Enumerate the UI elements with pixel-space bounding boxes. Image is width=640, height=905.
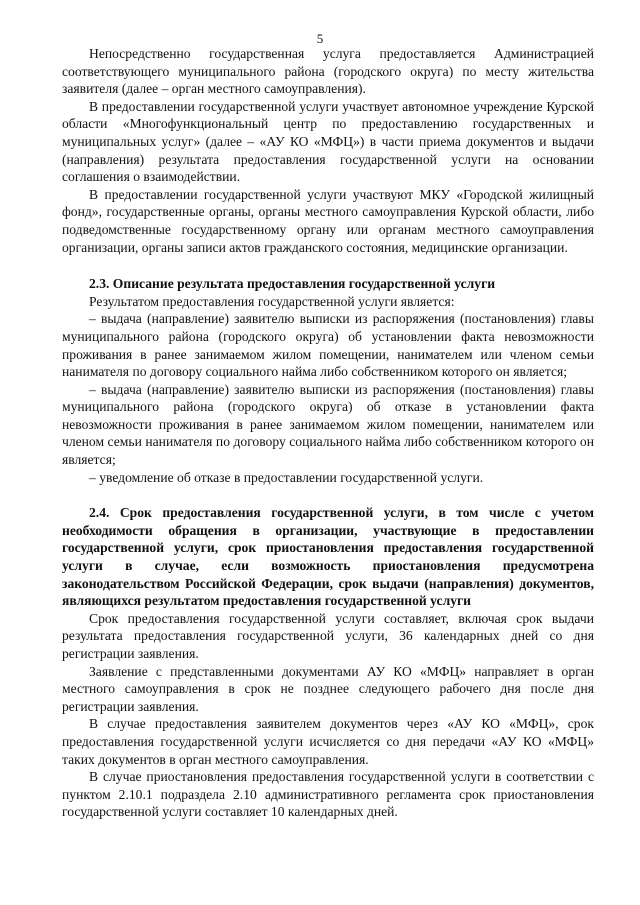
paragraph-suspension-term: В случае приостановления предоставления государственной услуги в соответствии с пунктом 2.10.1 подраздела 2.10 административного регламента срок приостановления государственной услуги составляет 10 календарных дней. xyxy=(62,769,594,820)
paragraph-service-term: Срок предоставления государственной услуги составляет, включая срок выдачи результата предоставления государственной услуги, 36 календарных дней со дня регистрации заявления. xyxy=(62,610,594,661)
paragraph-result-intro: Результатом предоставления государственной услуги является: xyxy=(89,293,455,309)
paragraph-service-provider: Непосредственно государственная услуга предоставляется Администрацией соответствующего муниципального района (городского округа) по месту жительства заявителя (далее – орган местного самоуправления). xyxy=(62,46,594,97)
list-item-result-2: – выдача (направление) заявителю выписки из распоряжения (постановления) главы муниципального района (городского округа) об отказе в установлении факта невозможности проживания в ранее занимаемом жилом помещении, нанимателем или членом семьи нанимателя по договору социального найма либо собственником которого он является; xyxy=(62,381,594,468)
paragraph-mfc-participation: В предоставлении государственной услуги участвует автономное учреждение Курской области «Многофункциональный центр по предоставлению государственных и муниципальных услуг» (далее – «АУ КО «МФЦ») в части приема документов и выдачи (направления) результата предоставления государственной услуги на основании соглашения о взаимодействии. xyxy=(62,98,594,185)
document-body xyxy=(62,30,594,821)
section-heading-2-4: 2.4. Срок предоставления государственной услуги, в том числе с учетом необходимости обращения в организации, участвующие в предоставлении государственной услуги, срок приостановления предоставления государственной услуги в случае, если возможность приостановления предусмотрена законодательством Российской Федерации, срок выдачи (направления) документов, являющихся результатом предоставления государственной услуги xyxy=(62,505,594,609)
section-heading-2-3: 2.3. Описание результата предоставления государственной услуги xyxy=(89,276,496,292)
paragraph-participating-bodies: В предоставлении государственной услуги участвуют МКУ «Городской жилищный фонд», государственные органы, органы местного самоуправления Курской области, либо подведомственные государственному органу или органам местного самоуправления организации, органы записи актов гражданского состояния, медицинские организации. xyxy=(62,186,594,255)
page-number: 5 xyxy=(316,31,324,46)
paragraph-mfc-term: В случае предоставления заявителем документов через «АУ КО «МФЦ», срок предоставления государственной услуги исчисляется со дня передачи «АУ КО «МФЦ» таких документов в орган местного самоуправления. xyxy=(62,716,594,767)
paragraph-application-forwarding: Заявление с представленными документами АУ КО «МФЦ» направляет в орган местного самоуправления в срок не позднее следующего рабочего дня после дня регистрации заявления. xyxy=(62,663,594,714)
list-item-result-1: – выдача (направление) заявителю выписки из распоряжения (постановления) главы муниципального района (городского округа) об установлении факта невозможности проживания в ранее занимаемом жилом помещении, нанимателем или членом семьи нанимателя по договору социального найма либо собственником которого он является; xyxy=(62,311,594,380)
list-item-result-3: – уведомление об отказе в предоставлении государственной услуги. xyxy=(89,469,484,485)
